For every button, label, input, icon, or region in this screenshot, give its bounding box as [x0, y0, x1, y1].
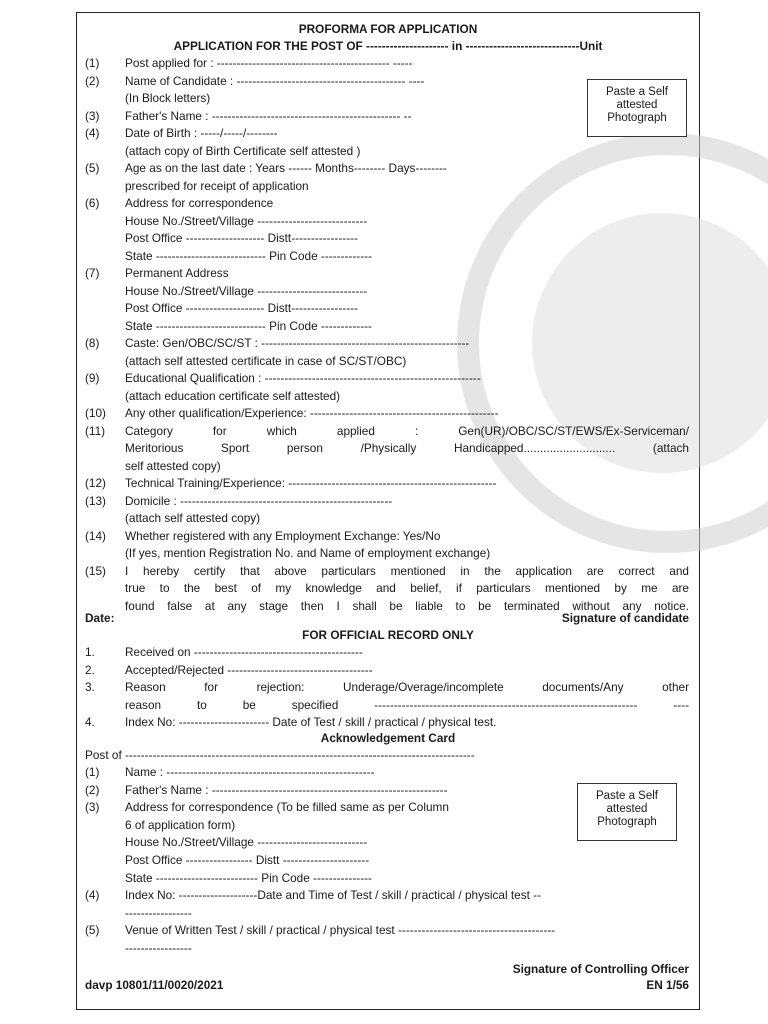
photo-box — [587, 79, 687, 137]
form-line — [77, 493, 699, 510]
item-text: Index No: ----------------------- Date of Test / skill / practical / physical test. — [125, 715, 497, 729]
photo-box-line: attested — [616, 99, 658, 111]
photo-box-ack — [577, 783, 677, 841]
item-number: (10) — [85, 406, 106, 420]
form-line — [77, 405, 699, 422]
item-text: (attach self attested copy) — [125, 511, 261, 525]
item-text: Domicile : ------------------------------------------------------ — [125, 493, 393, 508]
item-text: Technical Training/Experience: ----------------------------------------------------- — [125, 476, 497, 490]
item-text: Father's Name : ------------------------------------------------ -- — [125, 108, 412, 123]
item-number: (5) — [85, 161, 100, 175]
item-text: House No./Street/Village ---------------------------- — [125, 283, 368, 298]
photo-box-line: Photograph — [597, 816, 657, 828]
footer-code: davp 10801/11/0020/2021 — [85, 978, 224, 992]
item-number: 2. — [85, 662, 95, 677]
item-text: Reason for rejection: Underage/Overage/incomplete documents/Any other — [125, 680, 689, 694]
item-number: (9) — [85, 371, 100, 385]
item-text: self attested copy) — [125, 458, 221, 473]
application-form — [76, 12, 700, 1010]
form-title: PROFORMA FOR APPLICATION — [298, 22, 478, 36]
form-line — [77, 213, 699, 230]
form-line — [77, 370, 699, 387]
form-line — [77, 458, 699, 475]
item-number: (2) — [85, 782, 100, 797]
item-number: (3) — [85, 800, 100, 815]
item-text: Father's Name : ------------------------------------------------------------ — [125, 782, 448, 797]
item-text: Post applied for : -------------------------------------------- ----- — [125, 56, 413, 70]
item-number: (8) — [85, 336, 100, 350]
form-line — [77, 143, 699, 160]
form-line — [77, 55, 699, 72]
form-line — [77, 580, 699, 597]
form-line — [77, 178, 699, 195]
official-record-title: FOR OFFICIAL RECORD ONLY — [302, 628, 474, 642]
form-line — [77, 662, 699, 679]
item-number: (13) — [85, 493, 106, 508]
item-text: House No./Street/Village ---------------------------- — [125, 213, 368, 228]
item-number: (6) — [85, 196, 100, 210]
item-number: (7) — [85, 266, 100, 280]
photo-box-line: attested — [606, 803, 648, 815]
form-line — [77, 475, 699, 492]
item-text: ----------------- — [125, 905, 192, 920]
form-line — [77, 335, 699, 352]
form-line — [77, 922, 699, 939]
form-line — [77, 195, 699, 212]
item-number: (15) — [85, 563, 106, 578]
form-line — [77, 160, 699, 177]
form-line — [77, 440, 699, 457]
item-text: State ---------------------------- Pin Code ------------- — [125, 318, 372, 333]
item-number: (4) — [85, 888, 100, 903]
item-text: 6 of application form) — [125, 817, 236, 832]
photo-box-line: Photograph — [607, 112, 667, 124]
item-number: (11) — [85, 423, 106, 438]
form-line — [77, 265, 699, 282]
item-text: Name of Candidate : ------------------------------------------- ---- — [125, 73, 425, 88]
item-text: Post Office -------------------- Distt----------------- — [125, 301, 358, 315]
form-line — [77, 528, 699, 545]
form-line — [77, 644, 699, 661]
item-text: Date of Birth : -----/-----/-------- — [125, 126, 278, 140]
officer-signature-row — [77, 961, 699, 978]
item-text: Category for which applied : Gen(UR)/OBC/SC/ST/EWS/Ex-Serviceman/ — [125, 423, 689, 438]
form-line — [77, 248, 699, 265]
form-line — [77, 300, 699, 317]
officer-signature-label: Signature of Controlling Officer — [512, 962, 689, 976]
form-line — [77, 283, 699, 300]
item-text: Accepted/Rejected ------------------------------------- — [125, 662, 373, 677]
item-text: Permanent Address — [125, 266, 229, 280]
form-line — [77, 353, 699, 370]
item-text: Address for correspondence (To be filled same as per Column — [125, 800, 449, 815]
item-number: (2) — [85, 73, 100, 88]
post-of-row — [77, 747, 699, 764]
item-text: Any other qualification/Experience: ------------------------------------------------ — [125, 406, 499, 420]
form-line — [77, 870, 699, 887]
form-line — [77, 388, 699, 405]
item-text: Age as on the last date : Years ------ Months-------- Days-------- — [125, 161, 447, 175]
item-text: prescribed for receipt of application — [125, 178, 309, 193]
form-line — [77, 764, 699, 781]
item-text: I hereby certify that above particulars mentioned in the application are correct and — [125, 563, 689, 578]
item-text: Post Office -------------------- Distt----------------- — [125, 231, 358, 245]
footer-page: EN 1/56 — [646, 978, 689, 992]
item-text: Meritorious Sport person /Physically Handicapped............................ (attach — [125, 441, 689, 455]
form-line — [77, 940, 699, 957]
item-text: Venue of Written Test / skill / practical / physical test ---------------------------------------- — [125, 923, 556, 938]
item-text: Caste: Gen/OBC/SC/ST : ----------------------------------------------------- — [125, 336, 470, 350]
item-text: (attach self attested certificate in case of SC/ST/OBC) — [125, 353, 407, 368]
form-line — [77, 510, 699, 527]
form-subtitle: APPLICATION FOR THE POST OF --------------------- in -----------------------------Unit — [173, 39, 603, 53]
item-text: reason to be specified ------------------------------------------------------------------- ---- — [125, 697, 689, 712]
form-line — [77, 905, 699, 922]
candidate-signature-label: Signature of candidate — [561, 611, 689, 625]
date-signature-row — [77, 610, 699, 627]
item-number: (1) — [85, 56, 100, 70]
item-text: Index No: --------------------Date and Time of Test / skill / practical / physical test -- — [125, 888, 542, 903]
item-text: Name : ----------------------------------------------------- — [125, 765, 375, 779]
form-line — [77, 545, 699, 562]
item-text: Post Office ----------------- Distt ---------------------- — [125, 853, 370, 867]
ack-card-title: Acknowledgement Card — [320, 731, 456, 745]
post-of-label: Post of ----------------------------------------------------------------------------------------- — [85, 748, 475, 762]
form-line — [77, 697, 699, 714]
item-text: Address for correspondence — [125, 196, 274, 210]
item-text: ----------------- — [125, 941, 192, 955]
date-label: Date: — [85, 611, 115, 625]
item-number: 4. — [85, 715, 95, 729]
item-text: State ---------------------------- Pin Code ------------- — [125, 248, 372, 263]
item-number: 1. — [85, 645, 95, 659]
item-text: (attach education certificate self attested) — [125, 388, 341, 403]
form-line — [77, 714, 699, 731]
item-number: (14) — [85, 528, 106, 543]
item-number: 3. — [85, 680, 95, 694]
form-line — [77, 852, 699, 869]
item-text: (attach copy of Birth Certificate self attested ) — [125, 143, 361, 158]
item-text: (In Block letters) — [125, 91, 211, 105]
form-line — [77, 679, 699, 696]
item-number: (3) — [85, 108, 100, 123]
footer-row — [77, 977, 699, 994]
item-number: (12) — [85, 476, 106, 490]
form-line — [77, 423, 699, 440]
item-text: House No./Street/Village ---------------------------- — [125, 835, 368, 850]
form-line — [77, 230, 699, 247]
item-number: (4) — [85, 126, 100, 140]
photo-box-line: Paste a Self — [595, 790, 658, 802]
item-text: State -------------------------- Pin Code --------------- — [125, 870, 372, 885]
form-line — [77, 318, 699, 335]
item-number: (5) — [85, 923, 100, 938]
item-text: Received on ------------------------------------------- — [125, 645, 363, 659]
item-number: (1) — [85, 765, 100, 779]
item-text: found false at any stage then I shall be liable to be terminated without any notice. — [125, 598, 689, 613]
form-line — [77, 563, 699, 580]
item-text: true to the best of my knowledge and belief, if particulars mentioned by me are — [125, 581, 689, 595]
item-text: Educational Qualification : ------------------------------------------------------- — [125, 371, 481, 385]
form-line — [77, 887, 699, 904]
item-text: Whether registered with any Employment Exchange: Yes/No — [125, 528, 441, 543]
photo-box-line: Paste a Self — [605, 86, 668, 98]
item-text: (If yes, mention Registration No. and Name of employment exchange) — [125, 546, 491, 560]
